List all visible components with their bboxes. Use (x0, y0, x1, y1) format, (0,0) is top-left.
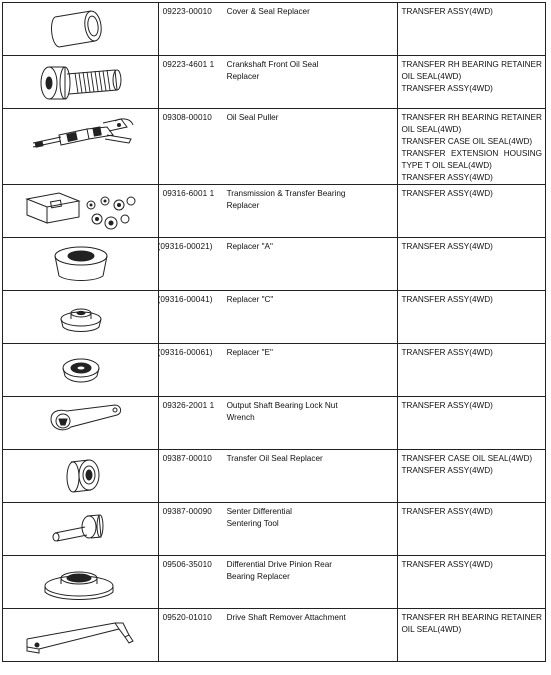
tool-image-cell (3, 238, 159, 291)
table-row (3, 344, 546, 397)
part-number: 09308-00010 (162, 113, 212, 122)
part-number: (09316-00061) (157, 348, 213, 357)
table-row (3, 238, 546, 291)
table-row (3, 3, 546, 56)
tool-name: Senter Differential Sentering Tool (226, 507, 292, 528)
usage-word: EXTENSION (451, 149, 499, 158)
drive-shaft-remover-icon (3, 609, 157, 661)
tool-image-cell (3, 291, 159, 344)
tool-image-cell (3, 185, 159, 238)
lock-nut-wrench-icon (3, 397, 157, 449)
usage-list: TRANSFER ASSY(4WD) (401, 295, 493, 304)
part-number: (09316-00021) (157, 242, 213, 251)
table-row (3, 56, 546, 109)
usage-list: TRANSFER RH BEARING RETAINER OIL SEAL(4WD) TRANSFER CASE OIL SEAL(4WD) TRANSFER EXTENSION HOUSING TYPE T OIL SEAL(4WD) TRANSFER ASSY(4WD) (401, 113, 542, 182)
tool-name: Crankshaft Front Oil Seal Replacer (226, 60, 319, 81)
oil-seal-replacer-icon (3, 450, 157, 502)
part-number: 09506-35010 (162, 560, 212, 569)
part-number: 09520-01010 (162, 613, 212, 622)
usage-word: HOUSING (503, 149, 542, 158)
replacer-a-icon (3, 238, 157, 290)
table-row (3, 503, 546, 556)
special-tools-table (2, 2, 546, 662)
usage-list: TRANSFER ASSY(4WD) (401, 7, 493, 16)
tool-name: Replacer "A" (226, 242, 273, 251)
centering-tool-icon (3, 503, 157, 555)
table-row (3, 185, 546, 238)
table-row (3, 450, 546, 503)
part-number: 09223-4601 1 (162, 60, 215, 69)
tool-image-cell (3, 344, 159, 397)
usage-list: TRANSFER ASSY(4WD) (401, 560, 493, 569)
tool-name: Differential Drive Pinion Rear Bearing Replacer (226, 560, 332, 581)
table-row (3, 609, 546, 662)
usage-list: TRANSFER ASSY(4WD) (401, 242, 493, 251)
usage-list: TRANSFER RH BEARING RETAINER OIL SEAL(4WD) (401, 613, 542, 634)
table-row (3, 291, 546, 344)
part-number: 09326-2001 1 (162, 401, 215, 410)
part-number: 09223-00010 (162, 7, 212, 16)
cylinder-sleeve-icon (3, 3, 157, 55)
replacer-c-icon (3, 291, 157, 343)
tool-name: Oil Seal Puller (226, 113, 279, 122)
tool-image-cell (3, 556, 159, 609)
tool-image-cell (3, 450, 159, 503)
replacer-e-icon (3, 344, 157, 396)
tool-name: Replacer "E" (226, 348, 273, 357)
tool-name: Cover & Seal Replacer (226, 7, 310, 16)
tool-name: Drive Shaft Remover Attachment (226, 613, 346, 622)
table-row (3, 397, 546, 450)
table-row (3, 556, 546, 609)
usage-list: TRANSFER CASE OIL SEAL(4WD) TRANSFER ASSY(4WD) (401, 454, 533, 475)
usage-line (401, 148, 542, 160)
oil-seal-puller-icon (3, 109, 157, 179)
tool-image-cell (3, 3, 159, 56)
bearing-replacer-set-icon (3, 185, 157, 237)
usage-word: TRANSFER (401, 149, 446, 158)
table-row (3, 109, 546, 185)
usage-list: TRANSFER ASSY(4WD) (401, 507, 493, 516)
usage-list: TRANSFER RH BEARING RETAINER OIL SEAL(4WD) TRANSFER ASSY(4WD) (401, 60, 542, 93)
part-number: 09316-6001 1 (162, 189, 215, 198)
tool-name: Output Shaft Bearing Lock Nut Wrench (226, 401, 338, 422)
usage-list: TRANSFER ASSY(4WD) (401, 401, 493, 410)
part-number: (09316-00041) (157, 295, 213, 304)
tool-name: Transfer Oil Seal Replacer (226, 454, 323, 463)
usage-list: TRANSFER ASSY(4WD) (401, 348, 493, 357)
tool-image-cell (3, 56, 159, 109)
part-number: 09387-00010 (162, 454, 212, 463)
tool-image-cell (3, 397, 159, 450)
threaded-seal-replacer-icon (3, 56, 157, 108)
pinion-bearing-replacer-icon (3, 556, 157, 608)
tool-image-cell (3, 109, 159, 185)
tool-name: Transmission & Transfer Bearing Replacer (226, 189, 346, 210)
tool-image-cell (3, 503, 159, 556)
usage-list: TRANSFER ASSY(4WD) (401, 189, 493, 198)
tool-image-cell (3, 609, 159, 662)
part-number: 09387-00090 (162, 507, 212, 516)
tool-name: Replacer "C" (226, 295, 274, 304)
